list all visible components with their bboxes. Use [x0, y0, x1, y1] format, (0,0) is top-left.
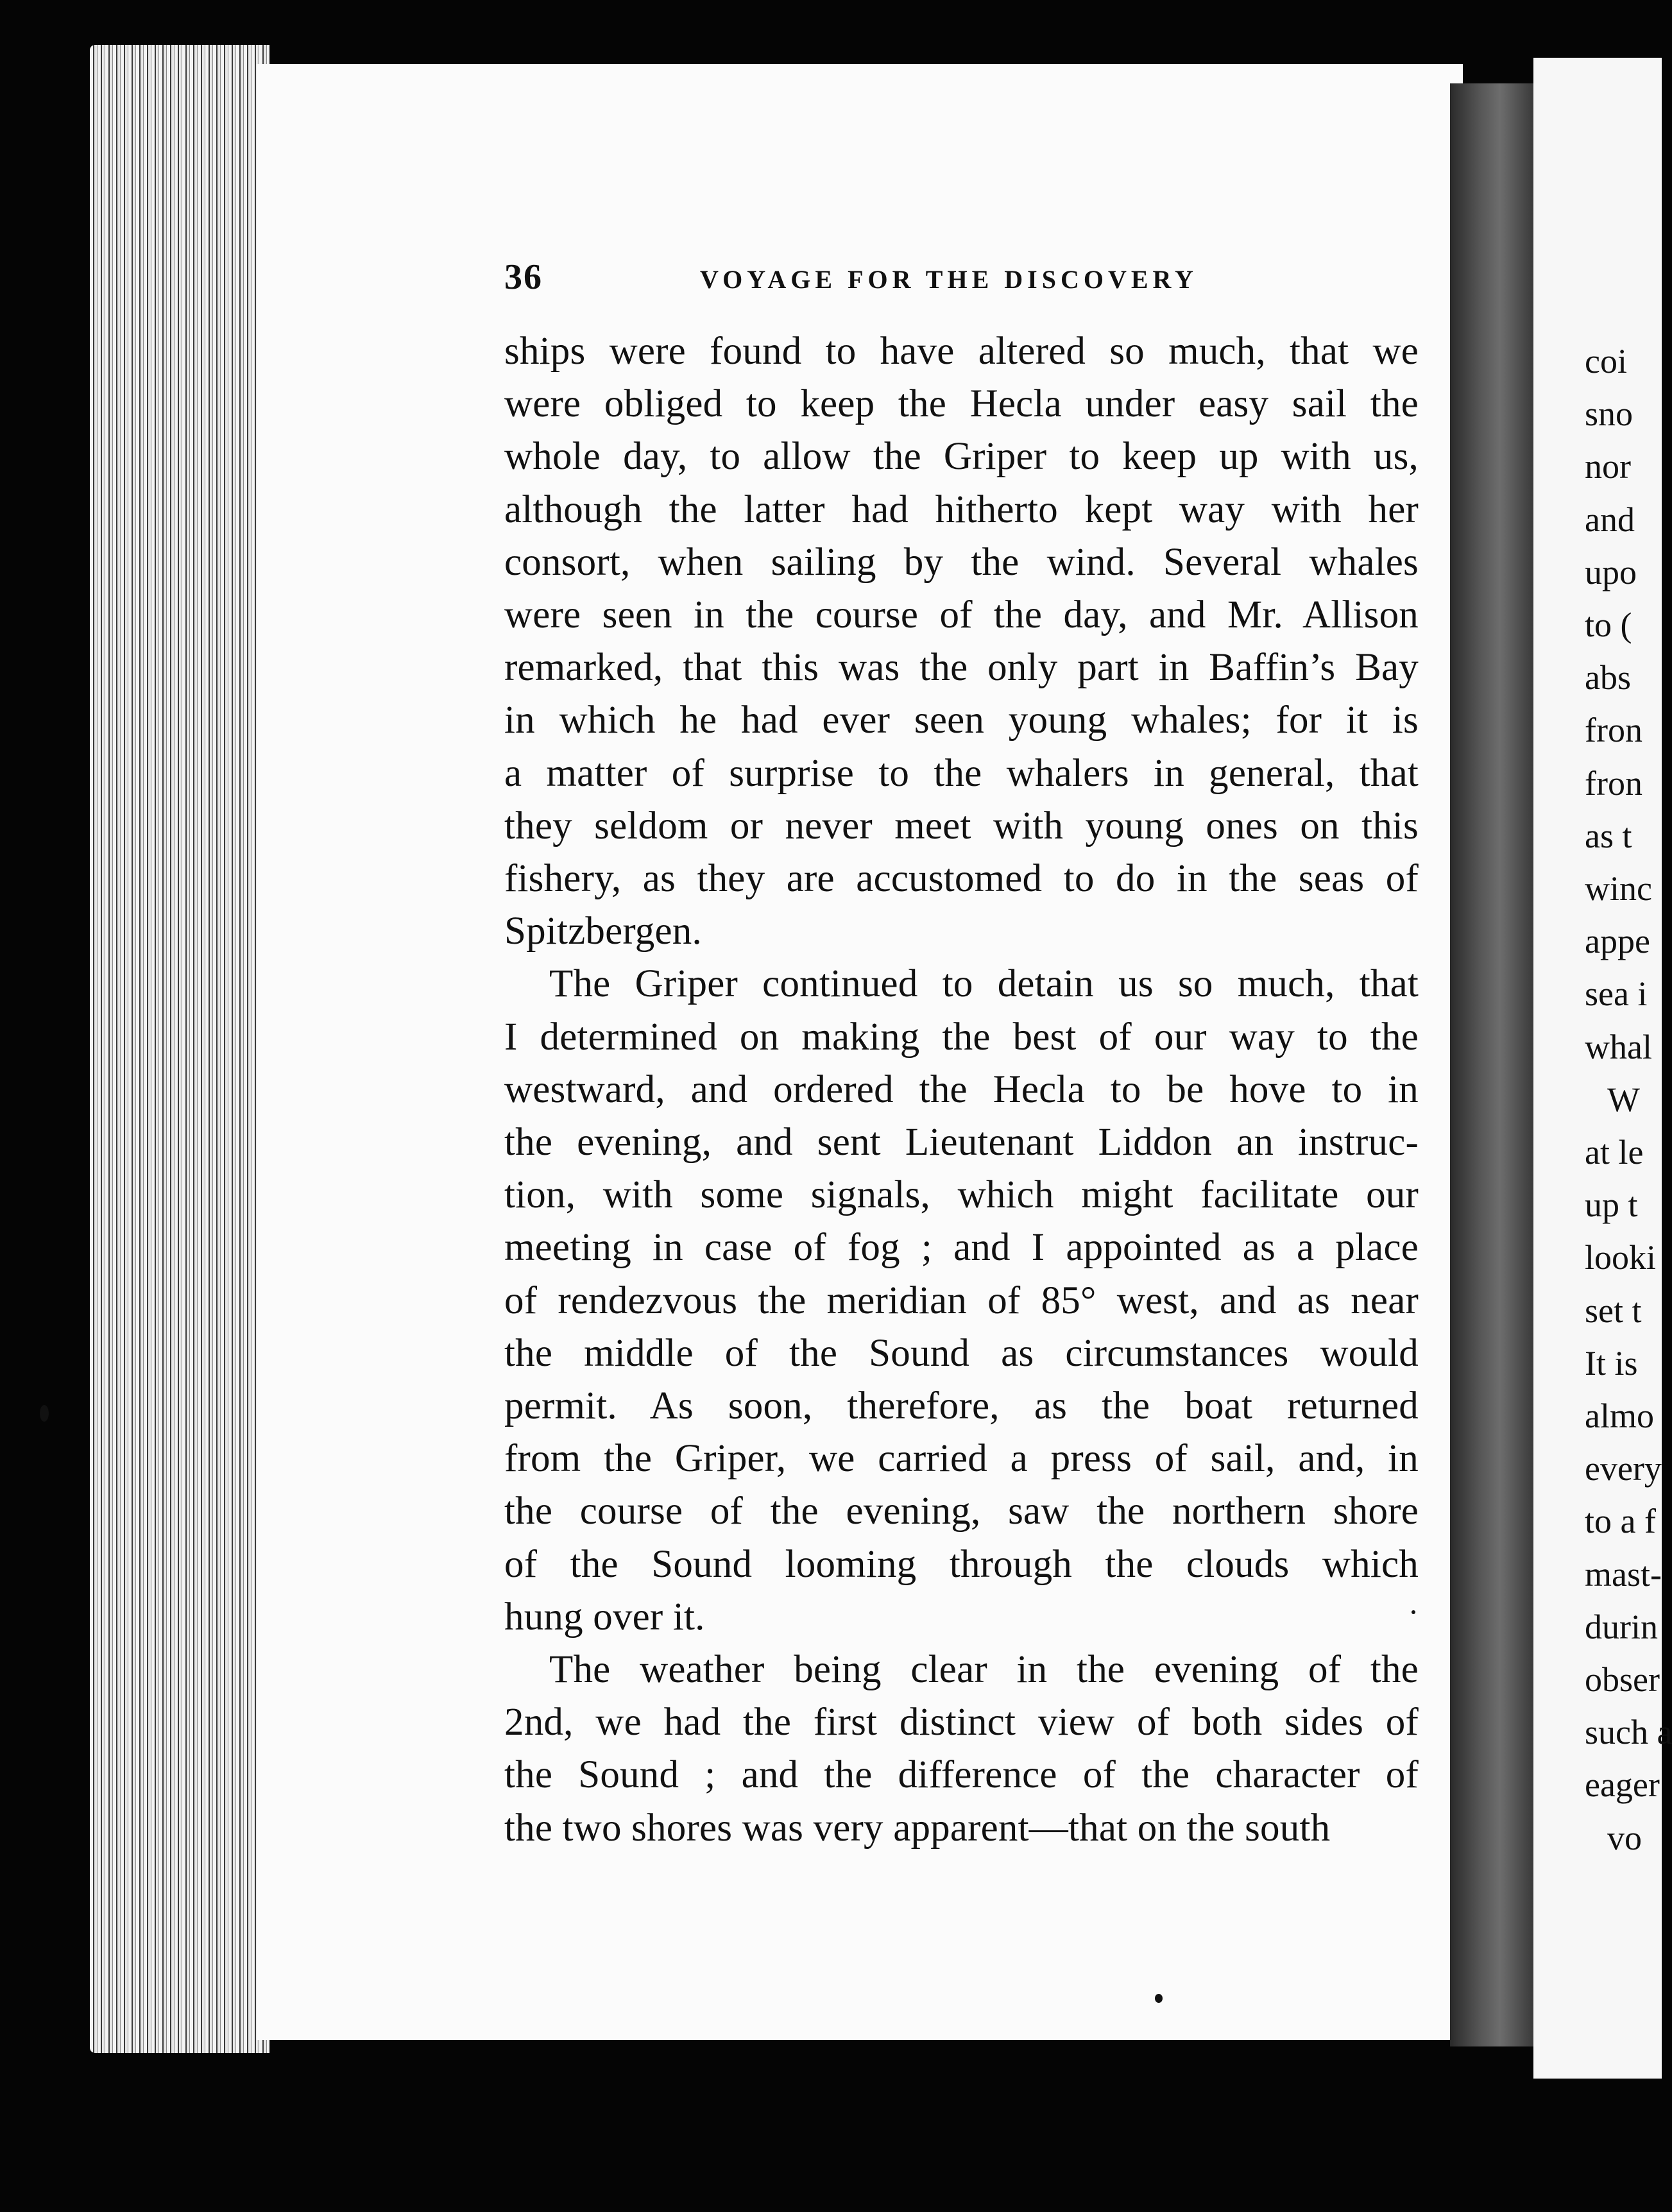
text-line: The weather being clear in the evening of the	[549, 1648, 1419, 1691]
text-line: although the latter had hitherto kept way with her	[504, 488, 1419, 531]
facing-line-fragment: almo	[1585, 1397, 1654, 1435]
facing-line-fragment: appe	[1585, 922, 1650, 961]
facing-line-fragment: looki	[1585, 1238, 1657, 1277]
facing-line-fragment: fron	[1585, 763, 1642, 803]
text-line: were seen in the course of the day, and Mr. Allison	[504, 593, 1419, 636]
text-line: meeting in case of fog ; and I appointed as a place	[504, 1226, 1419, 1270]
facing-line-fragment: W	[1607, 1080, 1640, 1119]
text-line: The Griper continued to detain us so much, that	[549, 962, 1419, 1006]
facing-line-fragment: mast-	[1585, 1554, 1662, 1594]
facing-line-fragment: up t	[1585, 1186, 1638, 1225]
text-line: I determined on making the best of our way to the	[504, 1015, 1419, 1059]
facing-line-fragment: to a f	[1585, 1502, 1656, 1541]
page-edges	[90, 45, 269, 2053]
facing-line-fragment: abs	[1585, 658, 1631, 697]
text-line: the two shores was very apparent—that on the south	[504, 1806, 1331, 1850]
facing-line-fragment: obser	[1585, 1660, 1660, 1699]
running-head: VOYAGE FOR THE DISCOVERY	[700, 265, 1198, 294]
facing-line-fragment: to (	[1585, 606, 1632, 644]
text-line: whole day, to allow the Griper to keep up with us,	[504, 435, 1419, 479]
text-line: remarked, that this was the only part in Baffin’s Bay	[504, 646, 1419, 690]
facing-line-fragment: eager	[1585, 1765, 1660, 1805]
facing-line-fragment: winc	[1585, 869, 1652, 908]
facing-line-fragment: fron	[1585, 711, 1642, 750]
ink-speck	[1155, 1994, 1163, 2003]
text-line: fishery, as they are accustomed to do in the seas of	[504, 857, 1419, 900]
text-line: of the Sound looming through the clouds which	[504, 1542, 1419, 1586]
text-line: in which he had ever seen young whales; for it is	[504, 699, 1419, 742]
text-line: tion, with some signals, which might facilitate our	[504, 1173, 1419, 1217]
text-line: of rendezvous the meridian of 85° west, and as near	[504, 1279, 1419, 1322]
text-line: ships were found to have altered so much, that we	[504, 330, 1419, 373]
text-line: hung over it.	[504, 1595, 705, 1638]
text-line: westward, and ordered the Hecla to be hove to in	[504, 1068, 1419, 1111]
text-line: the middle of the Sound as circumstances would	[504, 1331, 1419, 1375]
text-line: were obliged to keep the Hecla under easy sail the	[504, 382, 1419, 426]
facing-line-fragment: nor	[1585, 447, 1631, 486]
facing-line-fragment: durin	[1585, 1607, 1658, 1646]
facing-line-fragment: at le	[1585, 1133, 1644, 1171]
facing-line-fragment: vo	[1607, 1818, 1642, 1857]
text-line: 2nd, we had the first distinct view of both sides of	[504, 1701, 1419, 1744]
facing-line-fragment: as t	[1585, 816, 1632, 855]
text-line: Spitzbergen.	[504, 910, 702, 953]
facing-line-fragment: set t	[1585, 1291, 1642, 1330]
facing-line-fragment: such a	[1585, 1713, 1672, 1752]
facing-line-fragment: sno	[1585, 395, 1634, 434]
facing-line-fragment: whal	[1585, 1027, 1652, 1066]
facing-line-fragment: every	[1585, 1449, 1662, 1488]
text-line: the evening, and sent Lieutenant Liddon an instruc-	[504, 1121, 1419, 1164]
text-line: the Sound ; and the difference of the character of	[504, 1753, 1419, 1797]
facing-line-fragment: It is	[1585, 1343, 1638, 1382]
ink-speck	[1412, 1610, 1415, 1614]
text-line: the course of the evening, saw the northern shore	[504, 1490, 1419, 1533]
facing-line-fragment: and	[1585, 500, 1635, 539]
facing-line-fragment: sea i	[1585, 974, 1648, 1014]
text-line: consort, when sailing by the wind. Several whales	[504, 540, 1419, 584]
text-line: from the Griper, we carried a press of sail, and, in	[504, 1437, 1419, 1481]
page-number: 36	[504, 257, 543, 297]
facing-line-fragment: upo	[1585, 552, 1637, 591]
page-header	[504, 257, 1231, 308]
book-gutter	[1450, 83, 1533, 2046]
facing-line-fragment: coi	[1585, 342, 1627, 380]
text-line: they seldom or never meet with young ones on this	[504, 804, 1419, 847]
text-line: a matter of surprise to the whalers in general, that	[504, 751, 1419, 795]
ink-speck	[40, 1405, 49, 1422]
text-line: permit. As soon, therefore, as the boat returned	[504, 1384, 1419, 1427]
